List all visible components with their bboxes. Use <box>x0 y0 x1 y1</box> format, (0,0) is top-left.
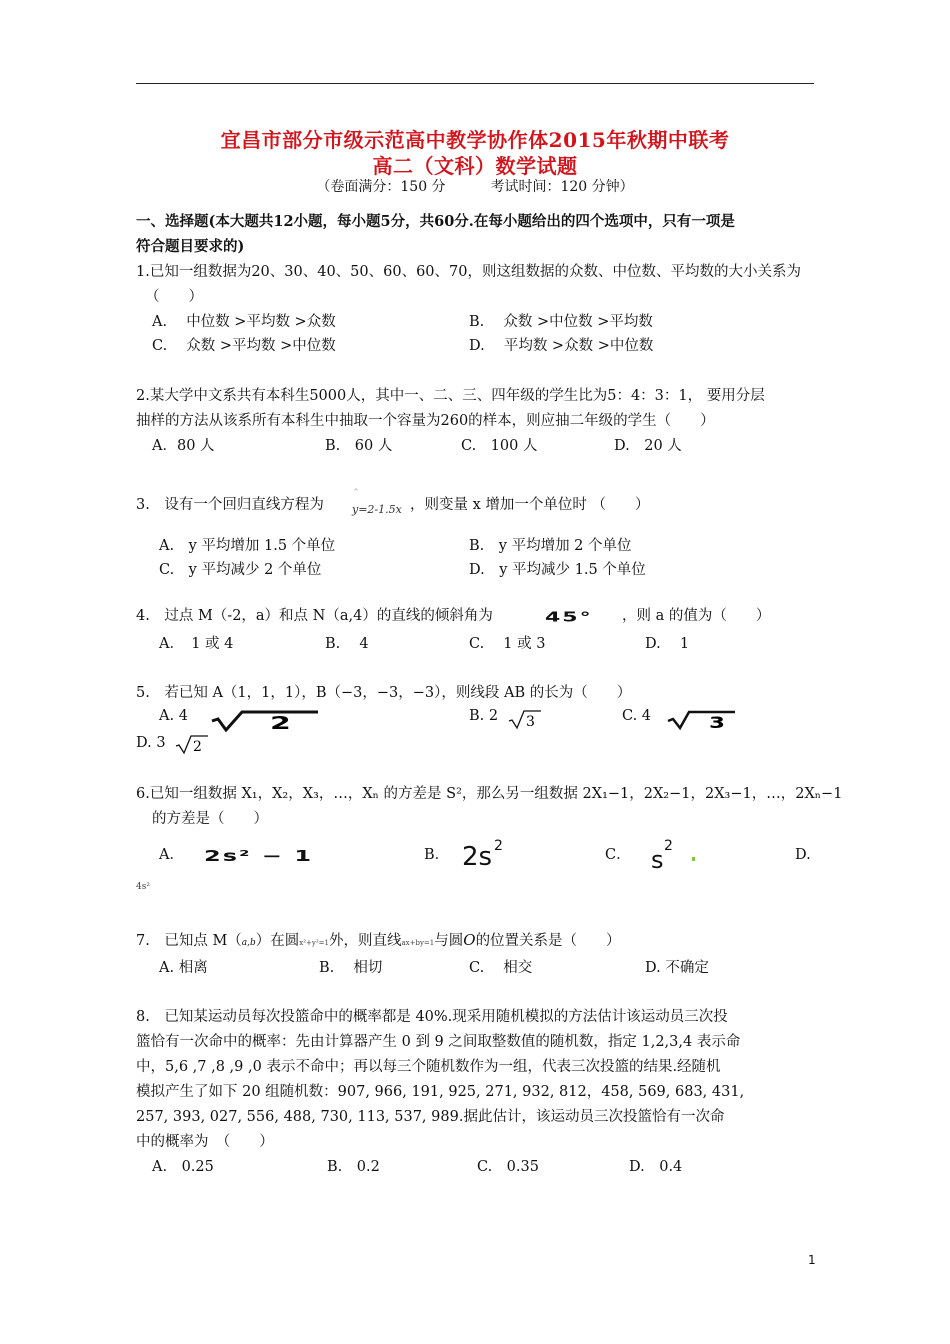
q4-stem-pre: 4. 过点 M（-2，a）和点 N（a,4）的直线的倾斜角为 <box>136 608 493 624</box>
section-heading-line2: 符合题目要求的) <box>136 238 245 255</box>
q5-option-b-radical <box>507 708 543 730</box>
exam-time: 考试时间：120 分钟） <box>490 179 634 195</box>
q7-mid3: 与圆 <box>434 933 464 949</box>
q3-hat-mark: ^ <box>353 488 359 496</box>
exam-info <box>0 176 950 196</box>
q7-option-a: A. 相离 <box>159 960 208 976</box>
q3-option-b: B. y 平均增加 2 个单位 <box>469 538 632 554</box>
q7-mid2: 外，则直线 <box>329 933 402 949</box>
q8-line2: 篮恰有一次命中的概率：先由计算器产生 0 到 9 之间取整数值的随机数，指定 1,2,3,4 表示命 <box>136 1034 741 1050</box>
q8-option-c: C. 0.35 <box>477 1159 539 1175</box>
q7-option-c: C. 相交 <box>469 960 533 976</box>
q3-option-c: C. y 平均减少 2 个单位 <box>159 562 322 578</box>
q2-stem-line1: 2.某大学中文系共有本科生5000人，其中一、二、三、四年级的学生比为5：4：3：1， 要用分层 <box>136 388 765 404</box>
q1-option-d: D. 平均数 >众数 >中位数 <box>469 338 654 354</box>
q1-option-c: C. 众数 >平均数 >中位数 <box>152 338 336 354</box>
q8-line6: 中的概率为 （ ） <box>136 1134 274 1150</box>
exam-subtitle: 高二（文科）数学试题 <box>372 154 578 178</box>
q5-option-d-radical <box>174 733 210 755</box>
q8-line3: 中，5,6 ,7 ,8 ,9 ,0 表示不命中；再以每三个随机数作为一组，代表三次投篮的结果.经随机 <box>136 1059 721 1075</box>
q1-paren: （ ） <box>145 289 203 305</box>
q7-stem <box>136 930 621 953</box>
q4-option-d: D. 1 <box>645 636 690 652</box>
q6-artifact-dot <box>692 857 695 861</box>
q5-stem: 5. 若已知 A（1，1，1），B（−3，−3，−3），则线段 AB 的长为（ ） <box>136 685 632 701</box>
q8-option-b: B. 0.2 <box>327 1159 380 1175</box>
q6-option-d-expr: 4s² <box>136 882 150 892</box>
q8-line5: 257, 393, 027, 556, 488, 730, 113, 537, 989.据此估计，该运动员三次投篮恰有一次命 <box>136 1109 725 1125</box>
q7-pre: 7. 已知点 M（ <box>136 933 242 949</box>
q5-b-radicand: 3 <box>526 714 535 730</box>
q3-option-d: D. y 平均减少 1.5 个单位 <box>469 562 646 578</box>
q5-option-a: A. 4 <box>159 708 188 724</box>
q5-c-radicand: 3 <box>709 713 725 730</box>
q5-option-b: B. 2 <box>469 708 499 724</box>
q5-option-d: D. 3 <box>136 735 166 751</box>
q8-option-d: D. 0.4 <box>629 1159 683 1175</box>
q7-post: 的位置关系是（ ） <box>475 933 621 949</box>
q6-option-c-sup: 2 <box>664 838 673 854</box>
q1-stem: 1.已知一组数据为20、30、40、50、60、60、70，则这组数据的众数、中位数、平均数的大小关系为 <box>136 264 801 280</box>
q3-regression-formula: y=2-1.5x <box>352 503 402 516</box>
q2-option-b: B. 60 人 <box>325 438 393 454</box>
q4-option-b: B. 4 <box>325 636 369 652</box>
q5-d-radicand: 2 <box>193 739 202 755</box>
q5-option-c: C. 4 <box>622 708 652 724</box>
q2-option-c: C. 100 人 <box>461 438 538 454</box>
q7-point: a,b <box>241 938 256 948</box>
q2-option-a: A．80 人 <box>152 438 215 454</box>
q6-stem-line2: 的方差是（ ） <box>152 811 268 827</box>
q5-a-radicand: 2 <box>270 712 291 732</box>
q6-option-b-sup: 2 <box>494 838 503 854</box>
page-number: 1 <box>808 1253 816 1267</box>
q6-option-a-expr: 2s² − 1 <box>204 847 314 865</box>
q2-stem-line2: 抽样的方法从该系所有本科生中抽取一个容量为260的样本，则应抽二年级的学生（ ） <box>136 413 715 429</box>
q6-option-a-label: A． <box>159 847 184 863</box>
q1-option-a: A. 中位数 >平均数 >众数 <box>152 314 336 330</box>
q4-option-a: A． 1 或 4 <box>159 636 234 652</box>
top-rule <box>136 83 814 84</box>
q7-option-d: D. 不确定 <box>645 960 709 976</box>
q6-option-d-label: D. <box>795 847 811 863</box>
q3-stem-pre: 3. 设有一个回归直线方程为 <box>136 497 324 513</box>
q7-circle-eq: x²+y²=1 <box>299 939 329 947</box>
q6-option-b-expr: 2s <box>462 842 493 872</box>
section-heading-line1: 一、选择题(本大题共12小题，每小题5分，共60分.在每小题给出的四个选项中，只有一项是 <box>136 213 735 230</box>
q7-line-eq: ax+by=1 <box>401 939 435 947</box>
q4-option-c: C. 1 或 3 <box>469 636 546 652</box>
q8-option-a: A. 0.25 <box>152 1159 214 1175</box>
exam-title: 宜昌市部分市级示范高中教学协作体2015年秋期中联考 <box>220 128 730 152</box>
q8-line4: 模拟产生了如下 20 组随机数：907, 966, 191, 925, 271, 932, 812，458, 569, 683, 431, <box>136 1084 745 1100</box>
q3-stem-post: ，则变量 x 增加一个单位时 （ ） <box>410 497 650 513</box>
q5-option-a-radical <box>208 708 320 732</box>
q8-line1: 8. 已知某运动员每次投篮命中的概率都是 40%.现采用随机模拟的方法估计该运动员三次投 <box>136 1009 728 1025</box>
q5-option-c-radical <box>665 708 737 730</box>
q6-stem-line1: 6.已知一组数据 X₁，X₂，X₃，…，Xₙ 的方差是 S²，那么另一组数据 2X₁−1，2X₂−1，2X₃−1，…，2Xₙ−1 <box>136 786 843 802</box>
q6-option-b-label: B． <box>424 847 450 863</box>
q6-option-c-expr: s <box>651 846 664 874</box>
q4-stem-post: ，则 a 的值为（ ） <box>622 608 771 624</box>
q1-option-b: B. 众数 >中位数 >平均数 <box>469 314 653 330</box>
q2-option-d: D. 20 人 <box>614 438 682 454</box>
q7-option-b: B. 相切 <box>319 960 383 976</box>
q7-circle-o: O <box>463 931 476 949</box>
full-score: （卷面满分：150 分 <box>316 179 446 195</box>
q3-option-a: A. y 平均增加 1.5 个单位 <box>159 538 336 554</box>
q6-option-c-label: C． <box>605 847 631 863</box>
q4-angle: 45° <box>545 610 593 625</box>
q7-mid1: ）在圆 <box>255 933 300 949</box>
